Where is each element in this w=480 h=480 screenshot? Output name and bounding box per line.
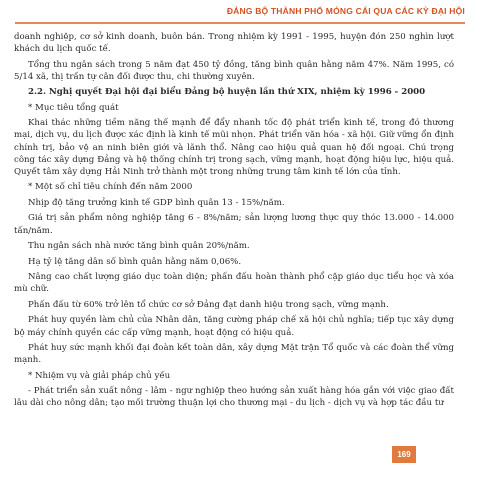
paragraph: doanh nghiệp, cơ sở kinh doanh, buôn bán. Trong nhiệm kỳ 1991 - 1995, huyện đón 250 nghìn lượt khách du lịch quốc tế.: [14, 32, 454, 55]
paragraph: - Phát triển sản xuất nông - lâm - ngư nghiệp theo hướng sản xuất hàng hóa gắn với việc giao đất lâu dài cho nông dân; tạo mối trường thuận lợi cho thương mại - du lịch - dịch vụ và hợp tác đầu tư: [14, 386, 454, 409]
paragraph: Tổng thu ngân sách trong 5 năm đạt 450 tỷ đồng, tăng bình quân hằng năm 47%. Năm 1995, có 5/14 xã, thị trấn tự cân đối được thu, chi thường xuyên.: [14, 59, 454, 82]
paragraph: Giá trị sản phẩm nông nghiệp tăng 6 - 8%/năm; sản lượng lương thực quy thóc 13.000 - 14.000 tấn/năm.: [14, 213, 454, 236]
subheading: * Một số chỉ tiêu chính đến năm 2000: [28, 182, 193, 193]
paragraph: Phát huy quyền làm chủ của Nhân dân, tăng cường pháp chế xã hội chủ nghĩa; tiếp tục xây dựng bộ máy chính quyền các cấp vững mạnh, hoạt động có hiệu quả.: [14, 315, 454, 338]
paragraph: Phát huy sức mạnh khối đại đoàn kết toàn dân, xây dựng Mặt trận Tổ quốc và các đoàn thể vững mạnh.: [14, 343, 454, 366]
paragraph: Thu ngân sách nhà nước tăng bình quân 20%/năm.: [28, 241, 250, 252]
section-heading: 2.2. Nghị quyết Đại hội đại biểu Đảng bộ huyện lần thứ XIX, nhiệm kỳ 1996 - 2000: [28, 87, 426, 98]
paragraph: Nâng cao chất lượng giáo dục toàn diện; phấn đấu hoàn thành phổ cập giáo dục tiểu học và xóa mù chữ.: [14, 272, 454, 295]
paragraph: Phấn đấu từ 60% trở lên tổ chức cơ sở Đảng đạt danh hiệu trong sạch, vững mạnh.: [28, 299, 389, 310]
paragraph: Nhịp độ tăng trưởng kinh tế GDP bình quân 13 - 15%/năm.: [28, 197, 285, 208]
page-body: [14, 31, 454, 413]
page-number-badge: 169: [392, 446, 416, 463]
subheading: * Mục tiêu tổng quát: [28, 102, 119, 113]
header-divider: [15, 22, 465, 24]
running-header: ĐẢNG BỘ THÀNH PHỐ MÓNG CÁI QUA CÁC KỲ ĐẠI HỘI: [226, 6, 465, 16]
paragraph: Khai thác những tiềm năng thế mạnh để đẩy nhanh tốc độ phát triển kinh tế, trong đó thương mại, dịch vụ, du lịch được xác định là kinh tế mũi nhọn. Phát triển văn hóa - xã hội. Giữ vững ổn định chính trị, bảo vệ an ninh biên giới và lãnh thổ. Nâng cao hiệu quả quan hệ đối ngoại. Chú trọng công tác xây dựng Đảng và hệ thống chính trị trong sạch, vững mạnh, hoạt động hiệu lực, hiệu quả. Quyết tâm xây dựng Hải Ninh trở thành một trong những trung tâm kinh tế lớn của tỉnh.: [14, 118, 455, 177]
subheading: * Nhiệm vụ và giải pháp chủ yếu: [28, 370, 171, 381]
paragraph: Hạ tỷ lệ tăng dân số bình quân hằng năm 0,06%.: [28, 256, 242, 267]
